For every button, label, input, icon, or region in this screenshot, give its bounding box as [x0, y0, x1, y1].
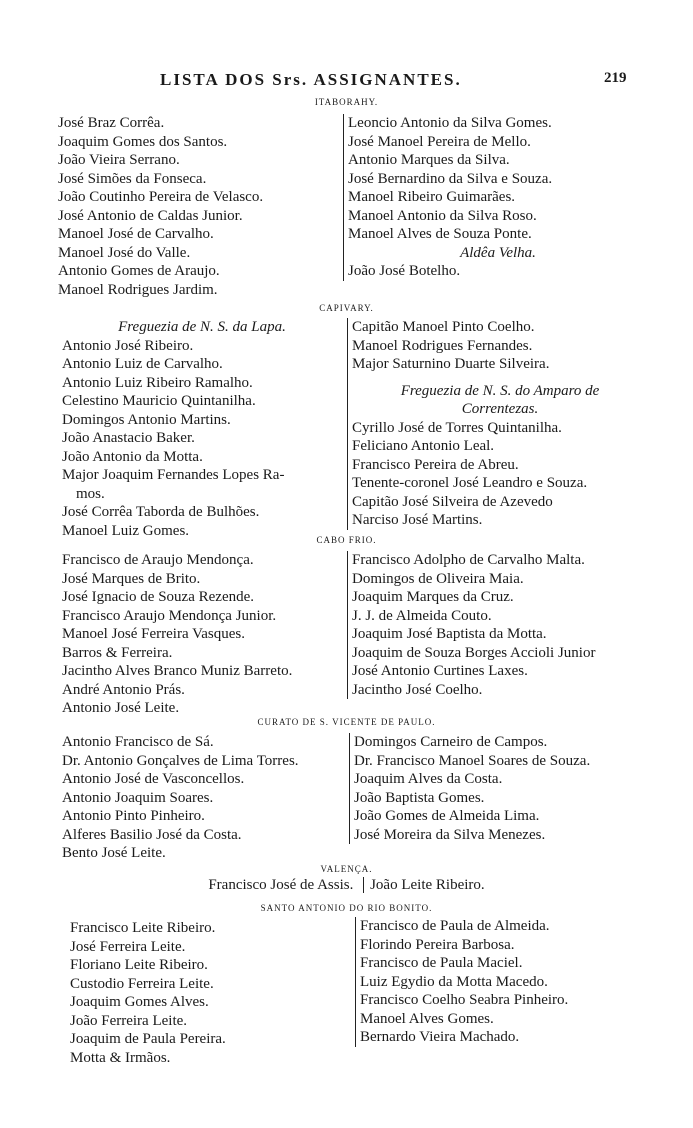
subscriber-name: Manoel José do Valle. — [58, 244, 191, 261]
subscriber-name: Antonio Pinto Pinheiro. — [62, 808, 205, 824]
subscriber-name: João Vieira Serrano. — [58, 152, 180, 168]
subscriber-name: Barros & Ferreira. — [62, 644, 173, 661]
subscriber-name-continuation: mos. — [76, 485, 105, 502]
subscriber-name: Antonio Marques da Silva. — [348, 152, 510, 168]
subscriber-name: Antonio José Ribeiro. — [62, 337, 194, 354]
subscriber-name: José Simões da Fonseca. — [58, 170, 207, 187]
subscriber-name: Domingos de Oliveira Maia. — [352, 570, 524, 587]
subscriber-name: Alferes Basilio José da Costa. — [62, 826, 242, 843]
subscriber-name: Feliciano Antonio Leal. — [352, 438, 495, 454]
subscriber-name: Joaquim Marques da Cruz. — [352, 589, 514, 605]
subscriber-name: Narciso José Martins. — [352, 512, 483, 528]
subscriber-name: Floriano Leite Ribeiro. — [70, 957, 208, 973]
subscriber-name: João Leite Ribeiro. — [363, 877, 485, 893]
itaborahy-left-column — [58, 114, 263, 299]
page-title: LISTA DOS Srs. ASSIGNANTES. — [160, 70, 462, 89]
subscriber-name: Manoel Ribeiro Guimarães. — [348, 189, 516, 205]
subscriber-name: José Antonio de Caldas Junior. — [58, 207, 243, 224]
subscriber-name: Dr. Francisco Manoel Soares de Souza. — [354, 752, 591, 769]
santo-antonio-left-column — [70, 919, 226, 1067]
page-number: 219 — [604, 70, 627, 86]
subscriber-name: Motta & Irmãos. — [70, 1049, 171, 1066]
subscriber-name: Manoel José de Carvalho. — [58, 226, 214, 242]
subscriber-name: Capitão José Silveira de Azevedo — [352, 493, 553, 510]
subscriber-name: José Ferreira Leite. — [70, 938, 186, 955]
subscriber-name: Manoel Alves de Souza Ponte. — [348, 226, 532, 242]
subscriber-name: Bernardo Vieira Machado. — [360, 1029, 520, 1045]
subscriber-name: João José Botelho. — [348, 263, 461, 279]
subscriber-name: João Ferreira Leite. — [70, 1012, 188, 1029]
subscriber-name: João Anastacio Baker. — [62, 430, 195, 446]
subscriber-name: Domingos Antonio Martins. — [62, 411, 231, 428]
subscriber-name: Bento José Leite. — [62, 845, 166, 861]
subscriber-name: Francisco José de Assis. — [208, 877, 354, 893]
subscriber-name: Jacintho José Coelho. — [352, 681, 483, 698]
valenca-row — [0, 877, 693, 894]
subscriber-name: Francisco Coelho Seabra Pinheiro. — [360, 992, 569, 1008]
santo-antonio-right-column — [355, 917, 648, 1047]
subscriber-name: Luiz Egydio da Motta Macedo. — [360, 973, 548, 990]
subscriber-name: Joaquim Alves da Costa. — [354, 771, 503, 787]
subscriber-name: Major Joaquim Fernandes Lopes Ra- — [62, 467, 285, 483]
capivary-left-column — [62, 318, 342, 540]
subscriber-name: Dr. Antonio Gonçalves de Lima Torres. — [62, 752, 299, 769]
subscriber-name: Manoel Rodrigues Jardim. — [58, 281, 218, 298]
section-heading-cabo-frio: CABO FRIO. — [316, 535, 377, 545]
subscriber-name: Domingos Carneiro de Campos. — [354, 734, 548, 750]
section-heading-santo-antonio: SANTO ANTONIO DO RIO BONITO. — [260, 903, 433, 913]
subscriber-name: Francisco Adolpho de Carvalho Malta. — [352, 552, 585, 568]
subscriber-name: José Moreira da Silva Menezes. — [354, 826, 546, 843]
section-heading-itaborahy: ITABORAHY. — [314, 97, 379, 107]
subscriber-name: José Manoel Pereira de Mello. — [348, 133, 531, 150]
subscriber-name: Antonio José de Vasconcellos. — [62, 771, 245, 787]
subscriber-name: André Antonio Prás. — [62, 681, 185, 698]
subscriber-name: Manoel José Ferreira Vasques. — [62, 626, 246, 642]
itaborahy-right-column — [343, 114, 648, 281]
parish-subheading: Freguezia de N. S. da Lapa. — [118, 319, 286, 335]
cabo-frio-right-column — [347, 551, 648, 699]
subscriber-name: Antonio Luiz de Carvalho. — [62, 356, 223, 372]
subscriber-name: Capitão Manoel Pinto Coelho. — [352, 319, 535, 335]
subscriber-name: João Gomes de Almeida Lima. — [354, 808, 540, 824]
subscriber-name: José Antonio Curtines Laxes. — [352, 663, 528, 679]
subscriber-name: Francisco de Araujo Mendonça. — [62, 552, 254, 568]
subscriber-name: José Ignacio de Souza Rezende. — [62, 589, 255, 605]
subscriber-name: Manoel Rodrigues Fernandes. — [352, 337, 533, 354]
curato-right-column — [349, 733, 648, 844]
subscriber-name: Major Saturnino Duarte Silveira. — [352, 356, 550, 372]
parish-subheading-continuation: Correntezas. — [461, 401, 539, 417]
subscriber-name: Jacintho Alves Branco Muniz Barreto. — [62, 663, 293, 679]
subscriber-name: Leoncio Antonio da Silva Gomes. — [348, 115, 552, 131]
subscriber-name: Joaquim de Paula Pereira. — [70, 1031, 226, 1047]
subscriber-name: Manoel Antonio da Silva Roso. — [348, 207, 537, 224]
subscriber-name: Francisco de Paula Maciel. — [360, 955, 523, 971]
capivary-right-column — [347, 318, 648, 530]
subscriber-name: Antonio José Leite. — [62, 700, 180, 716]
subscriber-name: Florindo Pereira Barbosa. — [360, 936, 515, 953]
section-heading-capivary: CAPIVARY. — [319, 303, 374, 313]
subscriber-name: João Coutinho Pereira de Velasco. — [58, 189, 264, 205]
subscriber-name: Joaquim Gomes Alves. — [70, 994, 209, 1010]
subscriber-name: J. J. de Almeida Couto. — [352, 607, 492, 624]
subscriber-name: Antonio Joaquim Soares. — [62, 789, 214, 806]
page-header — [0, 70, 693, 94]
subscriber-name: Francisco Pereira de Abreu. — [352, 456, 519, 473]
subscriber-name: José Marques de Brito. — [62, 570, 201, 587]
cabo-frio-left-column — [62, 551, 292, 718]
subscriber-name: Celestino Mauricio Quintanilha. — [62, 393, 256, 409]
subscriber-name: José Corrêa Taborda de Bulhões. — [62, 504, 260, 520]
subscriber-name: Manoel Luiz Gomes. — [62, 522, 190, 539]
subscriber-name: Manoel Alves Gomes. — [360, 1010, 494, 1027]
locality-subheading: Aldêa Velha. — [460, 244, 536, 261]
subscriber-name: José Braz Corrêa. — [58, 115, 165, 131]
subscriber-name: Francisco Araujo Mendonça Junior. — [62, 607, 277, 624]
subscriber-name: José Bernardino da Silva e Souza. — [348, 170, 553, 187]
subscriber-name: Custodio Ferreira Leite. — [70, 975, 214, 992]
subscriber-name: Joaquim José Baptista da Motta. — [352, 626, 547, 642]
subscriber-name: Tenente-coronel José Leandro e Souza. — [352, 475, 588, 491]
subscriber-name: João Baptista Gomes. — [354, 789, 485, 806]
subscriber-name: João Antonio da Motta. — [62, 448, 203, 465]
curato-left-column — [62, 733, 299, 863]
subscriber-name: Cyrillo José de Torres Quintanilha. — [352, 419, 562, 436]
subscriber-name: Joaquim de Souza Borges Accioli Junior — [352, 644, 596, 661]
subscriber-name: Francisco de Paula de Almeida. — [360, 918, 550, 934]
subscriber-name: Francisco Leite Ribeiro. — [70, 920, 216, 936]
section-heading-valenca: VALENÇA. — [320, 864, 373, 874]
subscriber-name: Joaquim Gomes dos Santos. — [58, 133, 228, 150]
subscriber-name: Antonio Luiz Ribeiro Ramalho. — [62, 374, 253, 391]
subscriber-name: Antonio Francisco de Sá. — [62, 734, 214, 750]
subscriber-name: Antonio Gomes de Araujo. — [58, 263, 220, 279]
parish-subheading: Freguezia de N. S. do Amparo de — [400, 382, 600, 399]
section-heading-curato: CURATO DE S. VICENTE DE PAULO. — [257, 717, 436, 727]
